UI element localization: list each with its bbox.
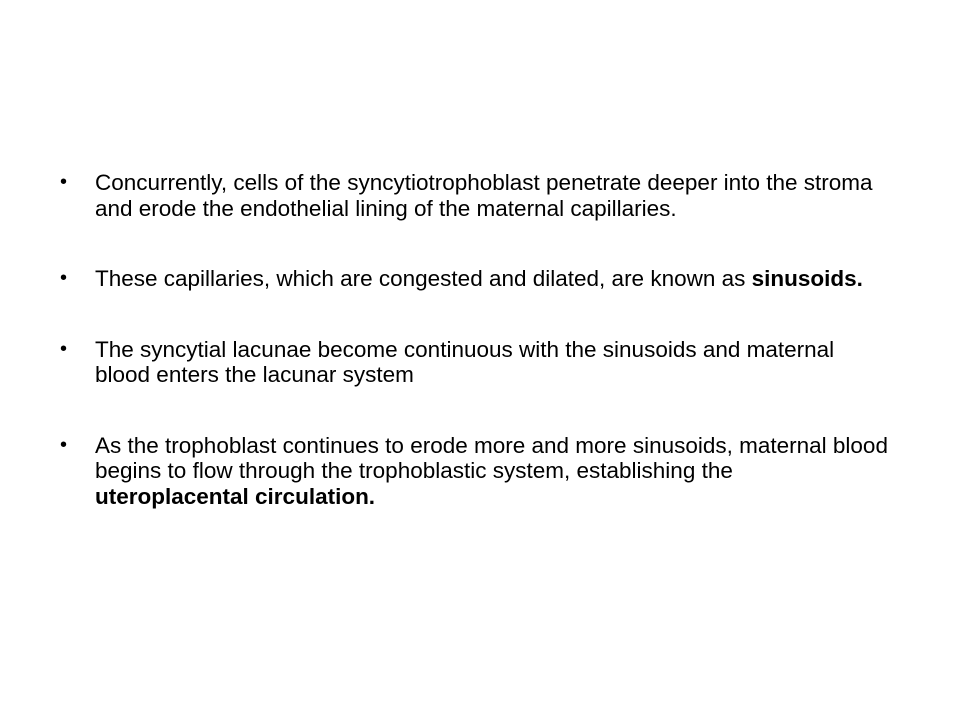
bullet-text: Concurrently, cells of the syncytiotrophoblast penetrate deeper into the stroma and erode the endothelial lining of the maternal capillaries.	[95, 170, 873, 221]
bullet-text: The syncytial lacunae become continuous with the sinusoids and maternal blood enters the lacunar system	[95, 336, 835, 387]
bullet-text: These capillaries, which are congested and dilated, are known as	[95, 266, 752, 291]
bullet-bold-term: sinusoids.	[751, 266, 863, 291]
bullet-item	[60, 266, 890, 292]
bullet-dot-icon: •	[60, 433, 68, 456]
bullet-bold-term: uteroplacental circulation.	[95, 483, 376, 509]
bullet-item	[60, 337, 890, 388]
bullet-item	[60, 170, 890, 221]
bullet-item	[60, 433, 890, 510]
bullet-dot-icon: •	[60, 267, 68, 289]
bullet-dot-icon: •	[60, 171, 68, 193]
bullet-dot-icon: •	[60, 337, 68, 360]
bullet-text: As the trophoblast continues to erode more and more sinusoids, maternal blood begins to flow through the trophoblastic system, establishing the	[95, 432, 888, 483]
bullet-list	[60, 170, 890, 509]
